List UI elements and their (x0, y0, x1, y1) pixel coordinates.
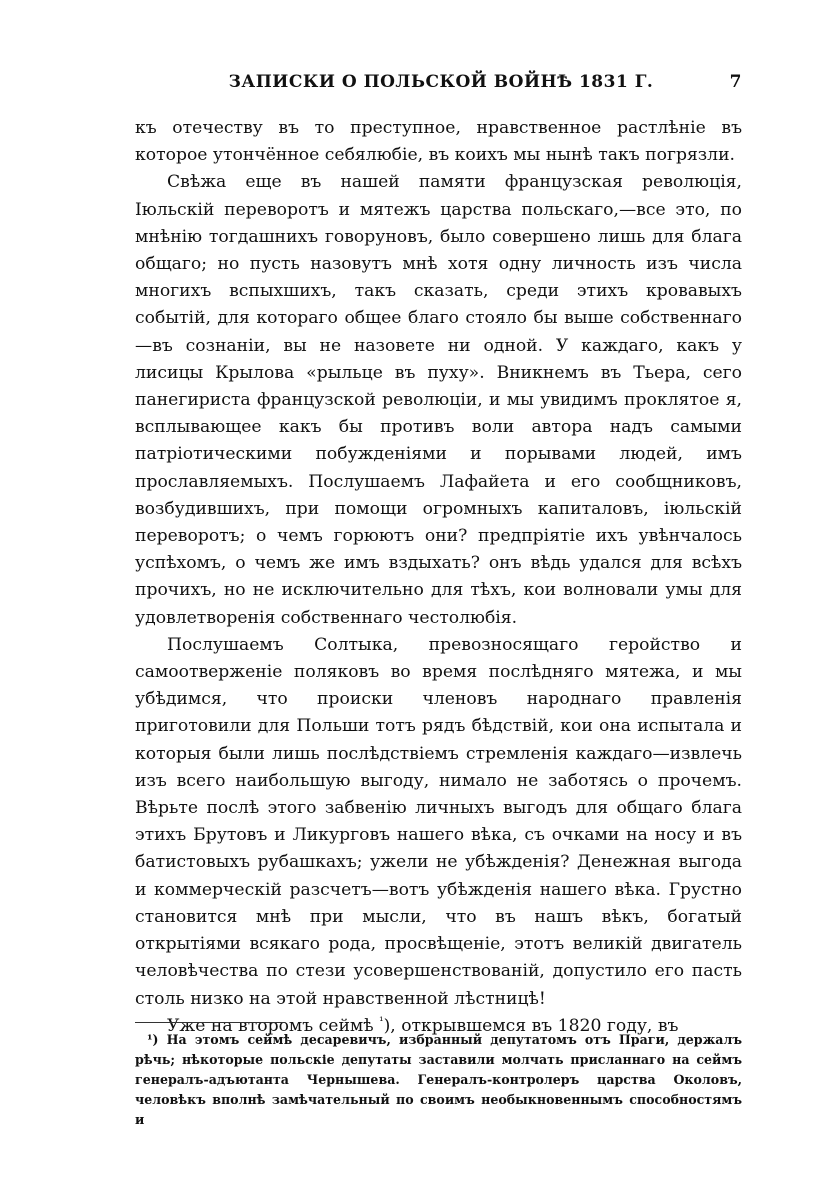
paragraph-4-start: Уже на второмъ сеймѣ (167, 1015, 380, 1036)
paragraph-4-end: ), открывшемся въ 1820 году, въ (383, 1015, 679, 1036)
paragraph-3: Послушаемъ Солтыка, превозносящаго геройство и самоотверженіе поляковъ во время послѣдняго мятежа, и мы убѣдимся, что происки членовъ народнаго правленія приготовили для Польши тотъ рядъ бѣдствій, кои она испытала и которыя были лишь послѣдствіемъ стремленія каждаго—извлечь изъ всего наибольшую выгоду, нимало не заботясь о прочемъ. Вѣрьте послѣ этого забвенію личныхъ выгодъ для общаго блага этихъ Брутовъ и Ликурговъ нашего вѣка, съ очками на носу и въ батистовыхъ рубашкахъ; ужели не убѣжденія? Денежная выгода и коммерческій разсчетъ—вотъ убѣжденія нашего вѣка. Грустно становится мнѣ при мысли, что въ нашъ вѣкъ, богатый открытіями всякаго рода, просвѣщеніе, этотъ великій двигатель человѣчества по стези усовершенствованій, допустило его пасть столь низко на этой нравственной лѣстницѣ! (135, 634, 742, 1009)
page-number: 7 (729, 72, 742, 92)
running-head (140, 72, 742, 102)
paragraph-2: Свѣжа еще въ нашей памяти французская революція, Іюльскій переворотъ и мятежъ царства польскаго,—все это, по мнѣнію тогдашнихъ говоруновъ, было совершено лишь для блага общаго; но пусть назовутъ мнѣ хотя одну личность изъ числа многихъ вспыхшихъ, такъ сказать, среди этихъ кровавыхъ событій, для котораго общее благо стояло бы выше собственнаго—въ сознаніи, вы не назовете ни одной. У каждаго, какъ у лисицы Крылова «рыльце въ пуху». Вникнемъ въ Тьера, сего панегириста французской революціи, и мы увидимъ проклятое я, всплывающее какъ бы противъ воли автора надъ самыми патріотическими побужденіями и порывами людей, имъ прославляемыхъ. Послушаемъ Лафайета и его сообщниковъ, возбудившихъ, при помощи огромныхъ капиталовъ, іюльскій переворотъ; о чемъ горюютъ они? предпріятіе ихъ увѣнчалось успѣхомъ, о чемъ же имъ вздыхать? онъ вѣдь удался для всѣхъ прочихъ, но не исключительно для тѣхъ, кои волновали умы для удовлетворенія собственнаго честолюбія. (135, 172, 742, 628)
footnotes (135, 1030, 742, 1130)
paragraph-1: къ отечеству въ то преступное, нравственное растлѣніе въ которое утончённое себялюбіе, въ коихъ мы нынѣ такъ погрязли. (135, 118, 742, 166)
running-title: ЗАПИСКИ О ПОЛЬСКОЙ ВОЙНѢ 1831 Г. (228, 72, 654, 92)
footnote-divider (135, 1022, 285, 1023)
footnote-1: ¹) На этомъ сеймѣ десаревичъ, избранный депутатомъ отъ Праги, держалъ рѣчь; нѣкоторые польскіе депутаты заставили молчать присланнаго на сеймъ генералъ-адъютанта Чернышева. Генералъ-контролеръ царства Околовъ, человѣкъ вполнѣ замѣчательный по своимъ необыкновеннымъ способностямъ и (135, 1032, 742, 1127)
body-text (135, 115, 742, 1040)
footnote-ref: ¹ (379, 1013, 384, 1027)
